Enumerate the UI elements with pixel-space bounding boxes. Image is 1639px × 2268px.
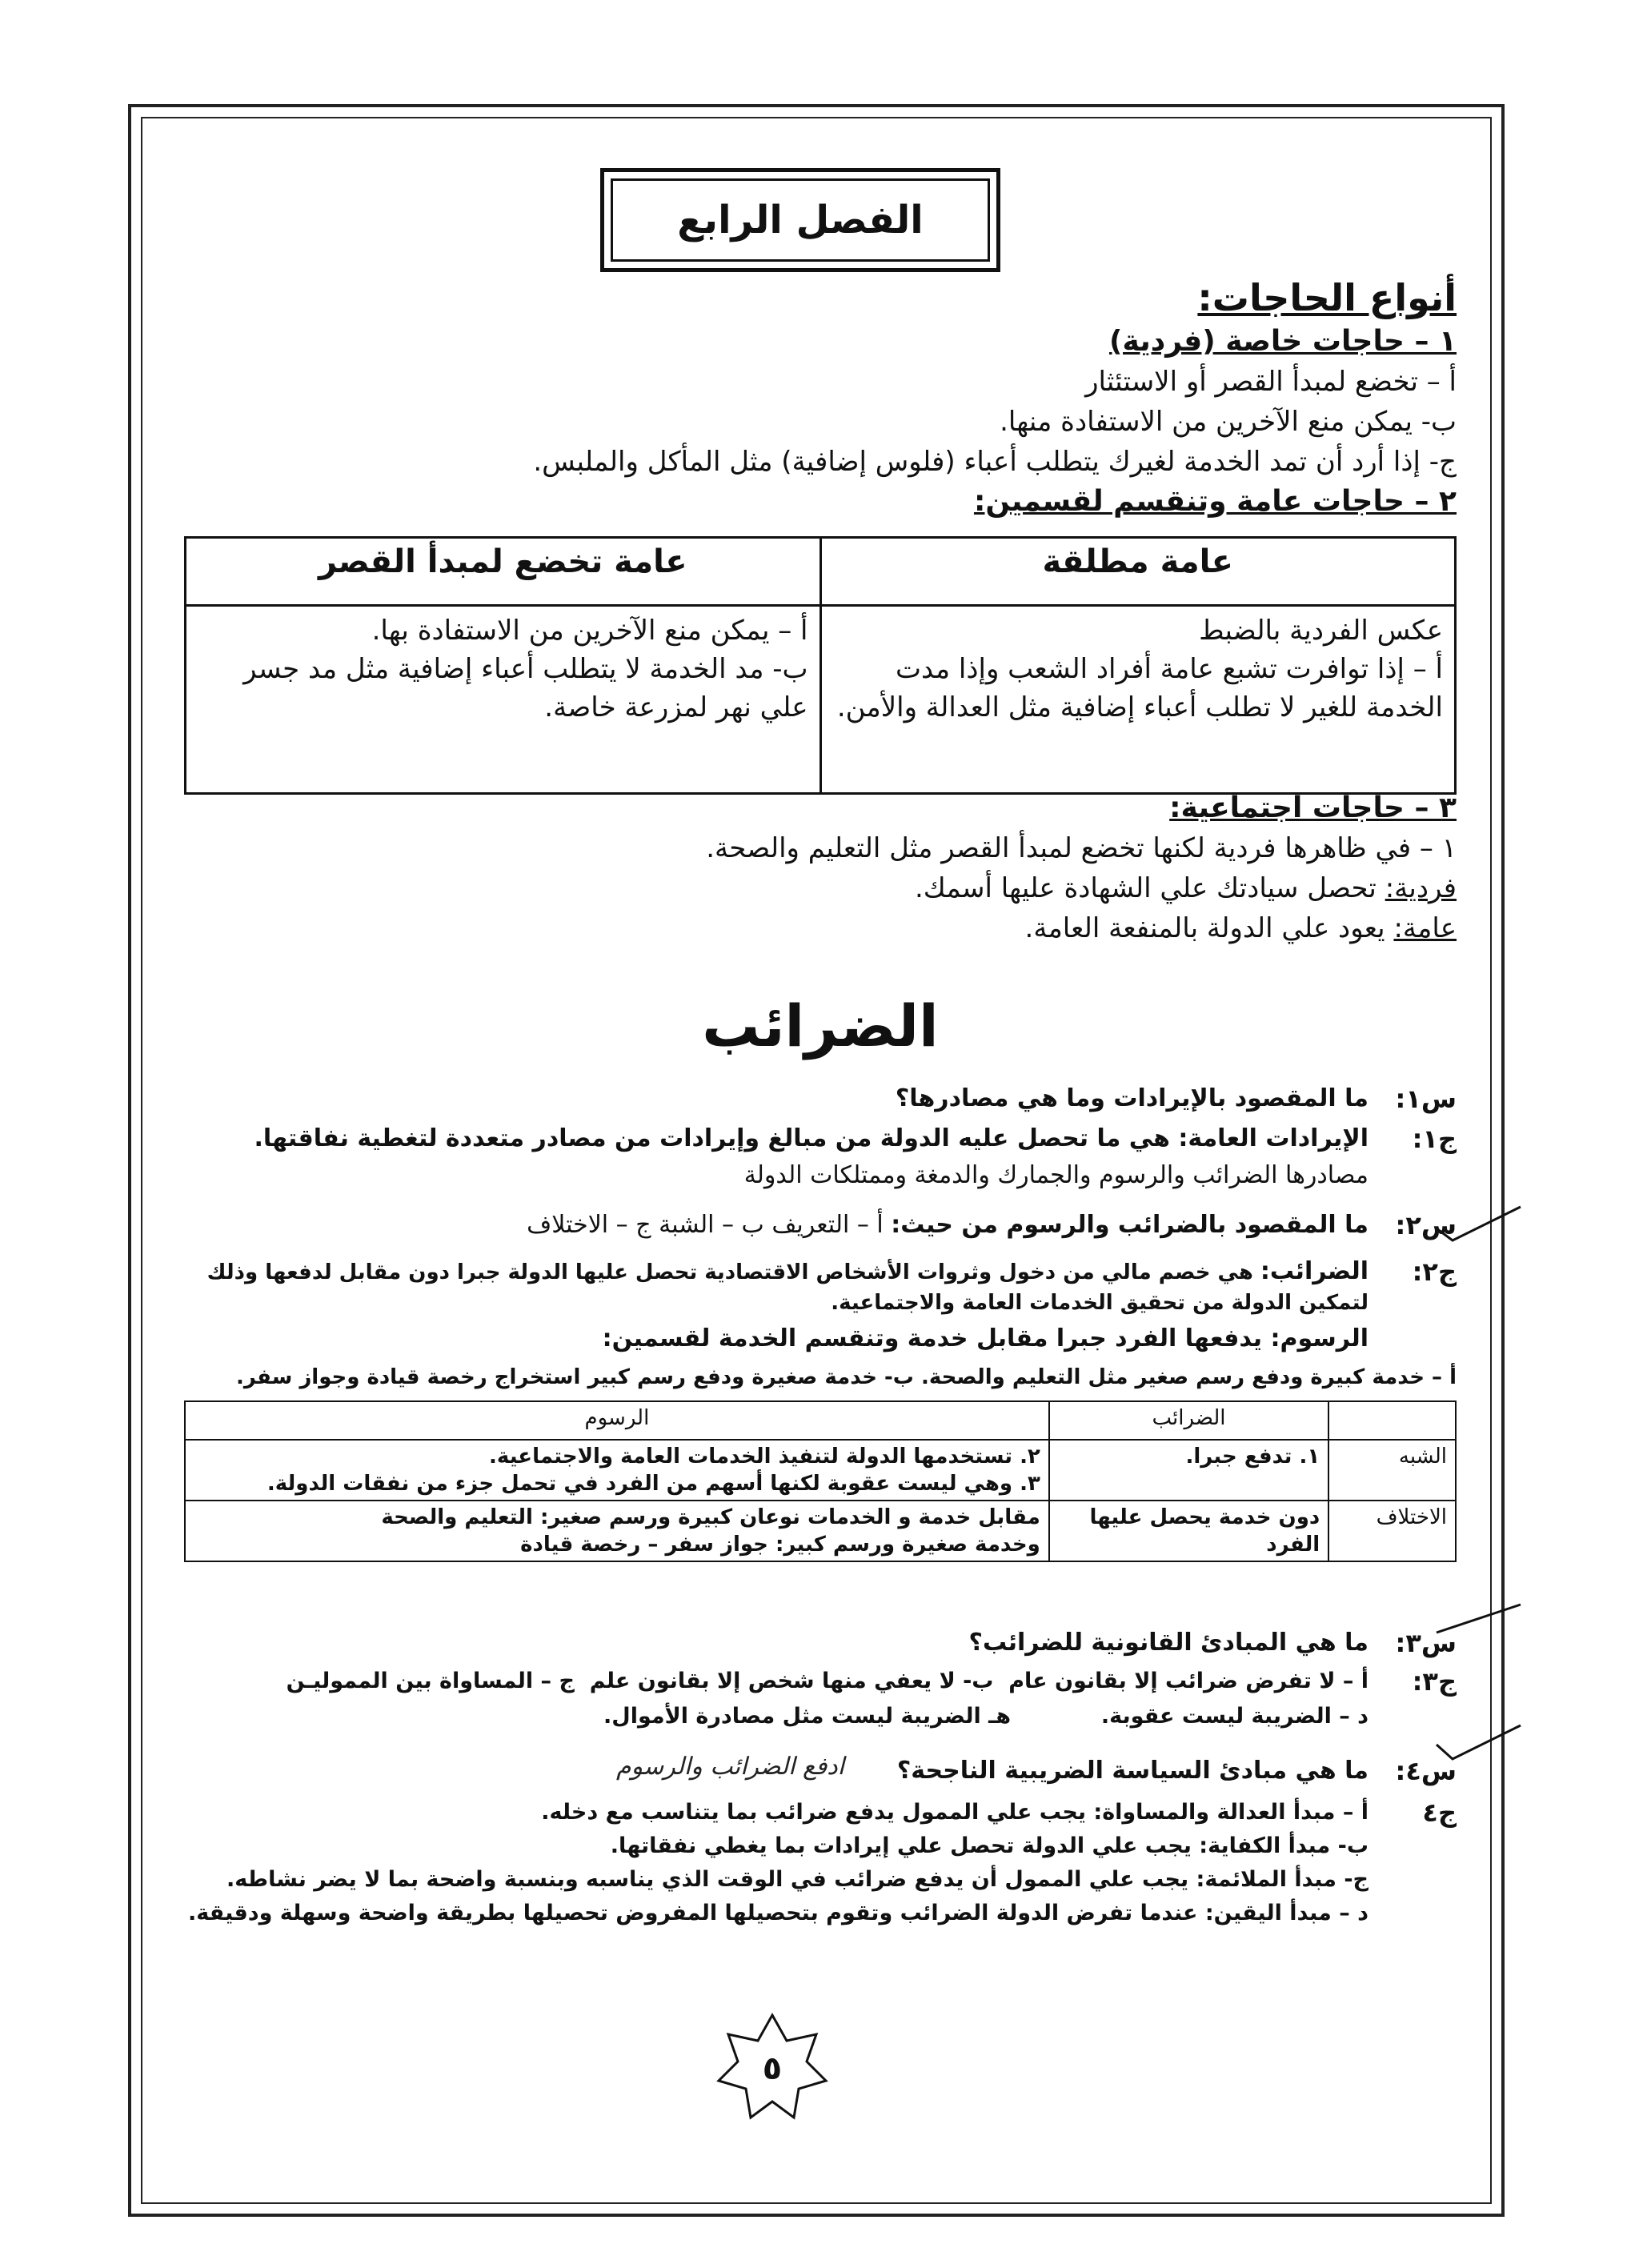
sim-taxes: ١. تدفع جبرا. <box>1049 1440 1328 1501</box>
diff-taxes: دون خدمة يحصل عليها الفرد <box>1049 1501 1328 1561</box>
q1-text: ما المقصود بالإيرادات وما هي مصادرها؟ <box>895 1084 1369 1112</box>
col-fees: الرسوم <box>185 1401 1049 1440</box>
exclusive-text: أ – يمكن منع الآخرين من الاستفادة بها. ب- مد الخدمة لا يتطلب أعباء إضافية مثل مد جسر علي نهر لمزرعة خاصة. <box>186 606 821 794</box>
public-needs-table <box>184 536 1457 795</box>
q4-text: ما هي مبادئ السياسة الضريبية الناجحة؟ <box>896 1757 1369 1785</box>
individual-text: تحصل سيادتك علي الشهادة عليها أسمك. <box>914 872 1385 904</box>
general-text: يعود علي الدولة بالمنفعة العامة. <box>1024 912 1394 944</box>
a3-line1: أ – لا تفرض ضرائب إلا بقانون عام ب- لا يعفي منها شخص إلا بقانون علم ج – المساواة بين المموليـن <box>286 1669 1369 1693</box>
q2-text: ما المقصود بالضرائب والرسوم من حيث: <box>891 1211 1369 1239</box>
col-taxes: الضرائب <box>1049 1401 1328 1440</box>
social-needs-title: ٣ – حاجات اجتماعية: <box>1169 791 1457 824</box>
taxes-fees-table <box>184 1400 1457 1562</box>
diff-fees-2: وخدمة صغيرة ورسم كبير: جواز سفر – رخصة قيادة <box>520 1533 1040 1557</box>
individual-label: فردية: <box>1385 872 1457 904</box>
a3-label: ج٣: <box>1412 1666 1457 1697</box>
row-similarity: الشبه <box>1328 1440 1456 1501</box>
a2-tax-row <box>184 1256 1369 1318</box>
a3-line2: د – الضريبة ليست عقوبة. هـ الضريبة ليست مثل مصادرة الأموال. <box>603 1704 1369 1729</box>
a4-item-b: ب- مبدأ الكفاية: يجب علي الدولة تحصل علي إيرادات بما يغطي نفقاتها. <box>610 1833 1369 1858</box>
corner-cell <box>1328 1401 1456 1440</box>
private-needs-title: ١ – حاجات خاصة (فردية) <box>1109 325 1457 358</box>
public-needs-title: ٢ – حاجات عامة وتنقسم لقسمين: <box>973 485 1457 518</box>
q3-label: س٣: <box>1395 1628 1457 1658</box>
a2-fee-detail: أ – خدمة كبيرة ودفع رسم صغير مثل التعليم والصحة. ب- خدمة صغيرة ودفع رسم كبير استخراج رخصة قيادة وجواز سفر. <box>235 1365 1457 1389</box>
a4-item-c: ج- مبدأ الملائمة: يجب علي الممول أن يدفع ضرائب في الوقت الذي يناسبه وبنسبة واضحة بما لا يضر نشاطه. <box>226 1867 1369 1892</box>
needs-heading: أنواع الحاجات: <box>1197 276 1457 319</box>
chapter-title-box <box>600 168 1000 272</box>
q1-label: س١: <box>1395 1084 1457 1114</box>
check-mark-q2 <box>1433 1200 1529 1248</box>
a2-fee-term: الرسوم: <box>1270 1324 1369 1352</box>
a1-line2: مصادرها الضرائب والرسوم والجمارك والدمغة وممتلكات الدولة <box>743 1161 1369 1189</box>
check-mark-q4 <box>1433 1721 1529 1769</box>
general-label: عامة: <box>1393 912 1457 944</box>
q4-handwritten-note: ادفع الضرائب والرسوم <box>616 1753 844 1781</box>
taxes-title: الضرائب <box>702 992 939 1060</box>
page-number-ornament <box>712 2009 832 2129</box>
q4-label: س٤: <box>1395 1756 1457 1786</box>
private-item-c: ج- إذا أرد أن تمد الخدمة لغيرك يتطلب أعباء (فلوس إضافية) مثل المأكل والملبس. <box>533 446 1457 478</box>
social-general <box>1025 911 1457 946</box>
a4-label: ج٤ <box>1422 1797 1457 1828</box>
a2-tax-text: هي خصم مالي من دخول وثروات الأشخاص الاقتصادية تحصل عليها الدولة جبرا دون مقابل لدفعها وذلك لتمكين الدولة من تحقيق الخدمات العامة والاجتماعية. <box>206 1260 1369 1315</box>
a2-tax-term: الضرائب: <box>1260 1257 1369 1285</box>
sim-fees-2: ٣. وهي ليست عقوبة لكنها أسهم من الفرد في تحمل جزء من نفقات الدولة. <box>266 1472 1040 1496</box>
a2-fee-row <box>184 1320 1369 1357</box>
a1-line1: الإيرادات العامة: هي ما تحصل عليه الدولة من مبالغ وإيرادات من مصادر متعددة لتغطية نفاقتها. <box>254 1124 1369 1152</box>
chapter-title: الفصل الرابع <box>677 198 924 242</box>
q2-parts: أ – التعريف ب – الشبة ج – الاختلاف <box>527 1211 884 1239</box>
col-exclusive: عامة تخضع لمبدأ القصر <box>186 538 821 606</box>
a1-label: ج١: <box>1412 1124 1457 1154</box>
social-item-1: ١ – في ظاهرها فردية لكنها تخضع لمبدأ القصر مثل التعليم والصحة. <box>706 832 1457 864</box>
check-mark-q3 <box>1433 1601 1529 1649</box>
absolute-text: عكس الفردية بالضبط أ – إذا توافرت تشبع عامة أفراد الشعب وإذا مدت الخدمة للغير لا تطلب أعباء إضافية مثل العدالة والأمن. <box>820 606 1456 794</box>
a4-item-a: أ – مبدأ العدالة والمساواة: يجب علي الممول يدفع ضرائب بما يتناسب مع دخله. <box>541 1800 1369 1825</box>
diff-fees-1: مقابل خدمة و الخدمات نوعان كبيرة ورسم صغير: التعليم والصحة <box>381 1505 1040 1529</box>
q3-text: ما هي المبادئ القانونية للضرائب؟ <box>968 1629 1369 1657</box>
sim-fees-1: ٢. تستخدمها الدولة لتنفيذ الخدمات العامة والاجتماعية. <box>489 1445 1040 1469</box>
social-individual <box>915 871 1457 906</box>
a4-item-d: د – مبدأ اليقين: عندما تفرض الدولة الضرائب وتقوم بتحصيلها المفروض تحصيلها بطريقة واضحة وسهلة ودقيقة. <box>188 1901 1369 1925</box>
a2-label: ج٢: <box>1412 1256 1457 1287</box>
private-item-a: أ – تخضع لمبدأ القصر أو الاستئثار <box>1085 366 1457 398</box>
a2-fee-text: يدفعها الفرد جبرا مقابل خدمة وتنقسم الخدمة لقسمين: <box>602 1324 1271 1352</box>
col-absolute: عامة مطلقة <box>820 538 1456 606</box>
page-number: ٥ <box>762 2050 783 2087</box>
q2-row <box>184 1207 1369 1244</box>
q2-label: س٢: <box>1395 1210 1457 1240</box>
sim-fees <box>185 1440 1049 1501</box>
private-item-b: ب- يمكن منع الآخرين من الاستفادة منها. <box>1000 406 1457 438</box>
row-difference: الاختلاف <box>1328 1501 1456 1561</box>
page-content <box>184 120 1457 2185</box>
diff-fees <box>185 1501 1049 1561</box>
